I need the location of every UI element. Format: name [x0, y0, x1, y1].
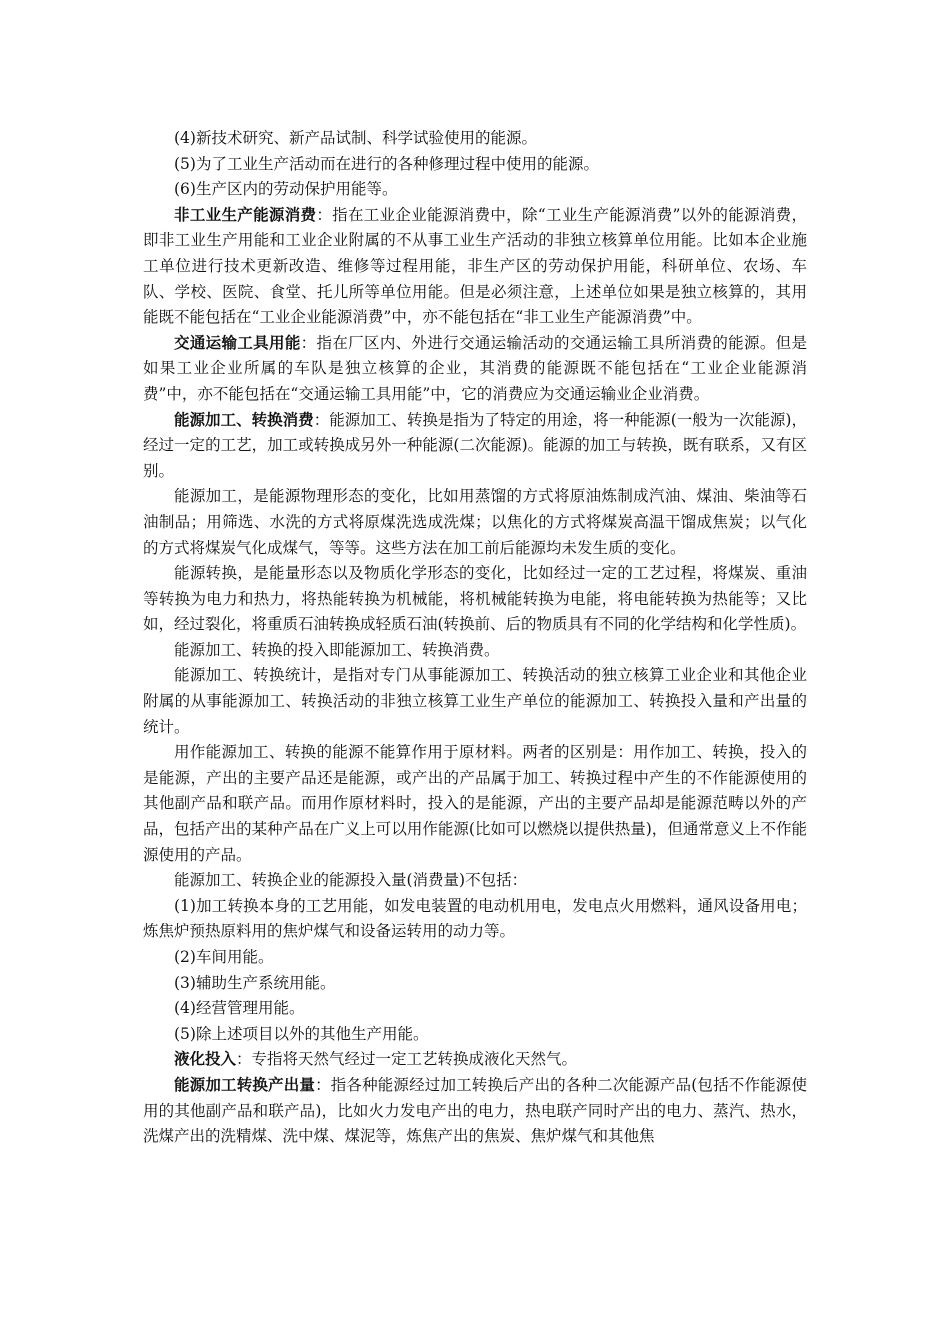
term-heading: 液化投入	[174, 1050, 237, 1069]
term-heading: 非工业生产能源消费	[174, 205, 317, 224]
definition-paragraph	[143, 1073, 807, 1150]
paragraph-text: ：专指将天然气经过一定工艺转换成液化天然气。	[236, 1050, 578, 1069]
list-item	[143, 1022, 807, 1048]
term-heading: 能源加工、转换消费	[174, 410, 314, 429]
paragraph-text: (5)除上述项目以外的其他生产用能。	[174, 1024, 429, 1043]
definition-paragraph	[143, 331, 807, 408]
paragraph-text: ：指各种能源经过加工转换后产出的各种二次能源产品(包括不作能源使用的其他副产品和联产品)，比如火力发电产出的电力，热电联产同时产出的电力、蒸汽、热水，洗煤产出的洗精煤、洗中煤、煤泥等，炼焦产出的焦炭、焦炉煤气和其他焦	[143, 1075, 807, 1146]
term-heading: 能源加工转换产出量	[174, 1075, 316, 1094]
list-item	[143, 152, 807, 178]
body-paragraph	[143, 561, 807, 638]
definition-paragraph	[143, 1047, 807, 1073]
definition-paragraph	[143, 203, 807, 331]
body-paragraph	[143, 868, 807, 894]
paragraph-text: (2)车间用能。	[174, 948, 274, 966]
paragraph-text: 能源转换，是能量形态以及物质化学形态的变化，比如经过一定的工艺过程，将煤炭、重油等转换为电力和热力，将热能转换为机械能，将机械能转换为电能，将电能转换为热能等；又比如，经过裂化，将重质石油转换成轻质石油(转换前、后的物质具有不同的化学结构和化学性质)。	[143, 564, 807, 634]
paragraph-text: 能源加工、转换统计，是指对专门从事能源加工、转换活动的独立核算工业企业和其他企业附属的从事能源加工、转换活动的非独立核算工业生产单位的能源加工、转换投入量和产出量的统计。	[143, 666, 807, 736]
list-item	[143, 945, 807, 971]
list-item	[143, 177, 807, 203]
paragraph-text: (5)为了工业生产活动而在进行的各种修理过程中使用的能源。	[174, 154, 599, 173]
body-paragraph	[143, 663, 807, 740]
paragraph-text: (4)经营管理用能。	[174, 999, 305, 1018]
body-paragraph	[143, 740, 807, 868]
paragraph-text: ：指在厂区内、外进行交通运输活动的交通运输工具所消费的能源。但是如果工业企业所属的车队是独立核算的企业，其消费的能源既不能包括在“工业企业能源消费”中，亦不能包括在“交通运输工具用能”中，它的消费应为交通运输业企业消费。	[143, 333, 807, 403]
list-item	[143, 971, 807, 997]
paragraph-text: (3)辅助生产系统用能。	[174, 973, 336, 992]
term-heading: 交通运输工具用能	[174, 333, 301, 352]
list-item	[143, 996, 807, 1022]
body-paragraph	[143, 484, 807, 561]
definition-paragraph	[143, 408, 807, 485]
paragraph-text: (6)生产区内的劳动保护用能等。	[174, 180, 398, 199]
paragraph-text: ：能源加工、转换是指为了特定的用途，将一种能源(一般为一次能源)，经过一定的工艺，加工或转换成另外一种能源(二次能源)。能源的加工与转换，既有联系，又有区别。	[143, 410, 807, 480]
paragraph-text: 用作能源加工、转换的能源不能算作用于原材料。两者的区别是：用作加工、转换，投入的是能源，产出的主要产品还是能源，或产出的产品属于加工、转换过程中产生的不作能源使用的其他副产品和联产品。而用作原材料时，投入的是能源，产出的主要产品却是能源范畴以外的产品，包括产出的某种产品在广义上可以用作能源(比如可以燃烧以提供热量)，但通常意义上不作能源使用的产品。	[143, 743, 807, 864]
list-item	[143, 126, 807, 152]
paragraph-text: 能源加工、转换的投入即能源加工、转换消费。	[174, 640, 500, 659]
paragraph-text: ：指在工业企业能源消费中，除“工业生产能源消费”以外的能源消费，即非工业生产用能和工业企业附属的不从事工业生产活动的非独立核算单位用能。比如本企业施工单位进行技术更新改造、维修等过程用能，非生产区的劳动保护用能，科研单位、农场、车队、学校、医院、食堂、托儿所等单位用能。但是必须注意，上述单位如果是独立核算的，其用能既不能包括在“工业企业能源消费”中，亦不能包括在“非工业生产能源消费”中。	[143, 205, 807, 327]
list-item	[143, 894, 807, 945]
paragraph-text: (4)新技术研究、新产品试制、科学试验使用的能源。	[174, 129, 537, 147]
body-paragraph	[143, 638, 807, 664]
paragraph-text: (1)加工转换本身的工艺用能，如发电装置的电动机用电，发电点火用燃料，通风设备用电；炼焦炉预热原料用的焦炉煤气和设备运转用的动力等。	[143, 896, 807, 941]
paragraph-text: 能源加工，是能源物理形态的变化，比如用蒸馏的方式将原油炼制成汽油、煤油、柴油等石油制品；用筛选、水洗的方式将原煤洗选成洗煤；以焦化的方式将煤炭高温干馏成焦炭；以气化的方式将煤炭气化成煤气，等等。这些方法在加工前后能源均未发生质的变化。	[143, 487, 807, 557]
paragraph-text: 能源加工、转换企业的能源投入量(消费量)不包括：	[174, 871, 528, 890]
document-body	[143, 126, 807, 1150]
